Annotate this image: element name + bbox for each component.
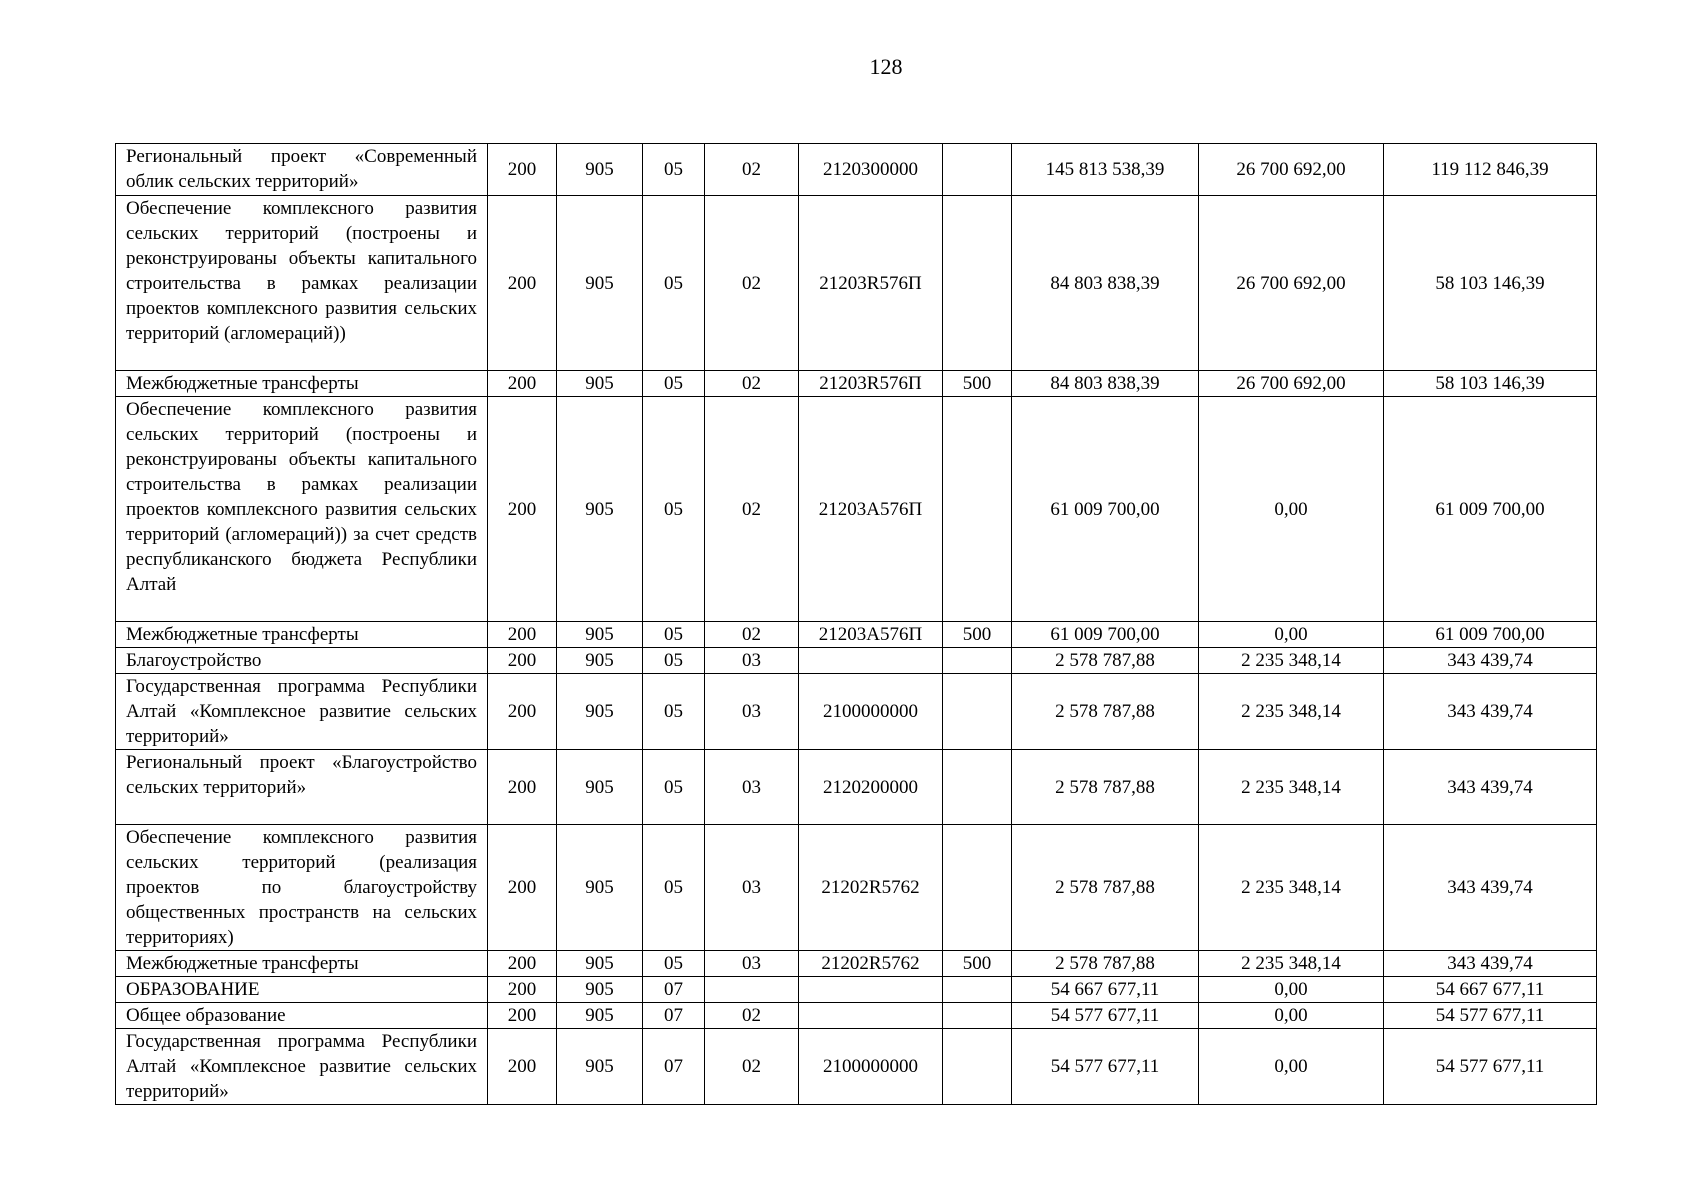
target-code-cell: 21202R5762	[799, 825, 943, 951]
amount-cell: 0,00	[1199, 1003, 1384, 1029]
code-cell: 05	[643, 648, 705, 674]
row-name: Общее образование	[116, 1003, 488, 1029]
code-cell: 905	[557, 144, 643, 196]
amount-cell: 343 439,74	[1384, 750, 1597, 825]
target-code-cell	[799, 1003, 943, 1029]
amount-cell: 2 578 787,88	[1012, 648, 1199, 674]
target-code-cell	[799, 977, 943, 1003]
code-cell: 05	[643, 750, 705, 825]
amount-cell: 0,00	[1199, 977, 1384, 1003]
code-cell: 03	[705, 825, 799, 951]
table-row	[116, 750, 1597, 825]
code-cell: 05	[643, 397, 705, 622]
row-name: Обеспечение комплексного развития сельских территорий (построены и реконструированы объекты капитального строительства в рамках реализации проектов комплексного развития сельских территорий (агломераций)) за счет средств республиканского бюджета Республики Алтай	[116, 397, 488, 622]
amount-cell: 61 009 700,00	[1384, 622, 1597, 648]
table-row	[116, 1029, 1597, 1105]
code-cell: 200	[488, 951, 557, 977]
row-name: Межбюджетные трансферты	[116, 622, 488, 648]
table-row	[116, 196, 1597, 371]
code-cell: 200	[488, 622, 557, 648]
amount-cell: 26 700 692,00	[1199, 371, 1384, 397]
table-row	[116, 951, 1597, 977]
code-cell: 905	[557, 1029, 643, 1105]
expense-type-cell	[943, 144, 1012, 196]
code-cell: 02	[705, 622, 799, 648]
row-name: Региональный проект «Современный облик сельских территорий»	[116, 144, 488, 196]
amount-cell: 0,00	[1199, 622, 1384, 648]
expense-type-cell	[943, 1029, 1012, 1105]
amount-cell: 2 235 348,14	[1199, 825, 1384, 951]
code-cell: 07	[643, 1003, 705, 1029]
code-cell: 200	[488, 196, 557, 371]
amount-cell: 61 009 700,00	[1012, 397, 1199, 622]
code-cell: 200	[488, 1003, 557, 1029]
target-code-cell: 21203R576П	[799, 196, 943, 371]
amount-cell: 0,00	[1199, 1029, 1384, 1105]
amount-cell: 58 103 146,39	[1384, 371, 1597, 397]
row-name: Межбюджетные трансферты	[116, 951, 488, 977]
amount-cell: 2 235 348,14	[1199, 648, 1384, 674]
code-cell: 200	[488, 825, 557, 951]
table-row	[116, 977, 1597, 1003]
row-name: Обеспечение комплексного развития сельских территорий (реализация проектов по благоустройству общественных пространств на сельских территориях)	[116, 825, 488, 951]
table-row	[116, 397, 1597, 622]
amount-cell: 54 577 677,11	[1012, 1029, 1199, 1105]
row-name: Государственная программа Республики Алтай «Комплексное развитие сельских территорий»	[116, 674, 488, 750]
code-cell: 05	[643, 196, 705, 371]
table-row	[116, 144, 1597, 196]
target-code-cell: 21203A576П	[799, 622, 943, 648]
target-code-cell: 2120200000	[799, 750, 943, 825]
code-cell: 05	[643, 371, 705, 397]
amount-cell: 26 700 692,00	[1199, 144, 1384, 196]
table-row	[116, 648, 1597, 674]
amount-cell: 58 103 146,39	[1384, 196, 1597, 371]
code-cell: 200	[488, 397, 557, 622]
code-cell: 02	[705, 1029, 799, 1105]
code-cell: 905	[557, 825, 643, 951]
amount-cell: 54 667 677,11	[1384, 977, 1597, 1003]
amount-cell: 2 578 787,88	[1012, 951, 1199, 977]
code-cell: 03	[705, 674, 799, 750]
amount-cell: 61 009 700,00	[1384, 397, 1597, 622]
code-cell	[705, 977, 799, 1003]
amount-cell: 145 813 538,39	[1012, 144, 1199, 196]
target-code-cell: 21202R5762	[799, 951, 943, 977]
code-cell: 02	[705, 144, 799, 196]
expense-type-cell: 500	[943, 622, 1012, 648]
expense-type-cell	[943, 977, 1012, 1003]
amount-cell: 343 439,74	[1384, 674, 1597, 750]
code-cell: 905	[557, 648, 643, 674]
row-name: Межбюджетные трансферты	[116, 371, 488, 397]
code-cell: 02	[705, 196, 799, 371]
table-row	[116, 825, 1597, 951]
code-cell: 03	[705, 750, 799, 825]
amount-cell: 54 577 677,11	[1012, 1003, 1199, 1029]
amount-cell: 2 235 348,14	[1199, 951, 1384, 977]
code-cell: 07	[643, 1029, 705, 1105]
code-cell: 02	[705, 1003, 799, 1029]
code-cell: 200	[488, 371, 557, 397]
amount-cell: 26 700 692,00	[1199, 196, 1384, 371]
row-name: Региональный проект «Благоустройство сельских территорий»	[116, 750, 488, 825]
target-code-cell: 2100000000	[799, 674, 943, 750]
amount-cell: 54 577 677,11	[1384, 1029, 1597, 1105]
expense-type-cell: 500	[943, 951, 1012, 977]
target-code-cell	[799, 648, 943, 674]
target-code-cell: 2120300000	[799, 144, 943, 196]
amount-cell: 2 578 787,88	[1012, 825, 1199, 951]
budget-table	[115, 143, 1597, 1105]
amount-cell: 343 439,74	[1384, 648, 1597, 674]
code-cell: 05	[643, 144, 705, 196]
amount-cell: 54 667 677,11	[1012, 977, 1199, 1003]
expense-type-cell: 500	[943, 371, 1012, 397]
code-cell: 905	[557, 674, 643, 750]
amount-cell: 2 578 787,88	[1012, 750, 1199, 825]
code-cell: 200	[488, 144, 557, 196]
row-name: Обеспечение комплексного развития сельских территорий (построены и реконструированы объекты капитального строительства в рамках реализации проектов комплексного развития сельских территорий (агломераций))	[116, 196, 488, 371]
amount-cell: 343 439,74	[1384, 951, 1597, 977]
code-cell: 200	[488, 750, 557, 825]
expense-type-cell	[943, 397, 1012, 622]
code-cell: 07	[643, 977, 705, 1003]
code-cell: 905	[557, 750, 643, 825]
amount-cell: 2 235 348,14	[1199, 674, 1384, 750]
table-row	[116, 622, 1597, 648]
code-cell: 905	[557, 977, 643, 1003]
expense-type-cell	[943, 750, 1012, 825]
target-code-cell: 21203R576П	[799, 371, 943, 397]
code-cell: 905	[557, 951, 643, 977]
table-row	[116, 1003, 1597, 1029]
code-cell: 05	[643, 674, 705, 750]
code-cell: 02	[705, 397, 799, 622]
amount-cell: 0,00	[1199, 397, 1384, 622]
code-cell: 905	[557, 371, 643, 397]
code-cell: 905	[557, 196, 643, 371]
target-code-cell: 21203A576П	[799, 397, 943, 622]
amount-cell: 84 803 838,39	[1012, 196, 1199, 371]
row-name: Благоустройство	[116, 648, 488, 674]
code-cell: 05	[643, 951, 705, 977]
expense-type-cell	[943, 674, 1012, 750]
table-row	[116, 674, 1597, 750]
row-name: ОБРАЗОВАНИЕ	[116, 977, 488, 1003]
code-cell: 02	[705, 371, 799, 397]
row-name: Государственная программа Республики Алтай «Комплексное развитие сельских территорий»	[116, 1029, 488, 1105]
amount-cell: 2 578 787,88	[1012, 674, 1199, 750]
target-code-cell: 2100000000	[799, 1029, 943, 1105]
amount-cell: 343 439,74	[1384, 825, 1597, 951]
table-row	[116, 371, 1597, 397]
expense-type-cell	[943, 825, 1012, 951]
code-cell: 905	[557, 622, 643, 648]
amount-cell: 54 577 677,11	[1384, 1003, 1597, 1029]
page-number: 128	[869, 54, 903, 79]
expense-type-cell	[943, 1003, 1012, 1029]
code-cell: 905	[557, 1003, 643, 1029]
code-cell: 200	[488, 977, 557, 1003]
code-cell: 200	[488, 1029, 557, 1105]
code-cell: 05	[643, 622, 705, 648]
amount-cell: 2 235 348,14	[1199, 750, 1384, 825]
expense-type-cell	[943, 196, 1012, 371]
code-cell: 05	[643, 825, 705, 951]
amount-cell: 84 803 838,39	[1012, 371, 1199, 397]
code-cell: 03	[705, 648, 799, 674]
code-cell: 200	[488, 648, 557, 674]
code-cell: 03	[705, 951, 799, 977]
code-cell: 905	[557, 397, 643, 622]
code-cell: 200	[488, 674, 557, 750]
expense-type-cell	[943, 648, 1012, 674]
amount-cell: 61 009 700,00	[1012, 622, 1199, 648]
amount-cell: 119 112 846,39	[1384, 144, 1597, 196]
